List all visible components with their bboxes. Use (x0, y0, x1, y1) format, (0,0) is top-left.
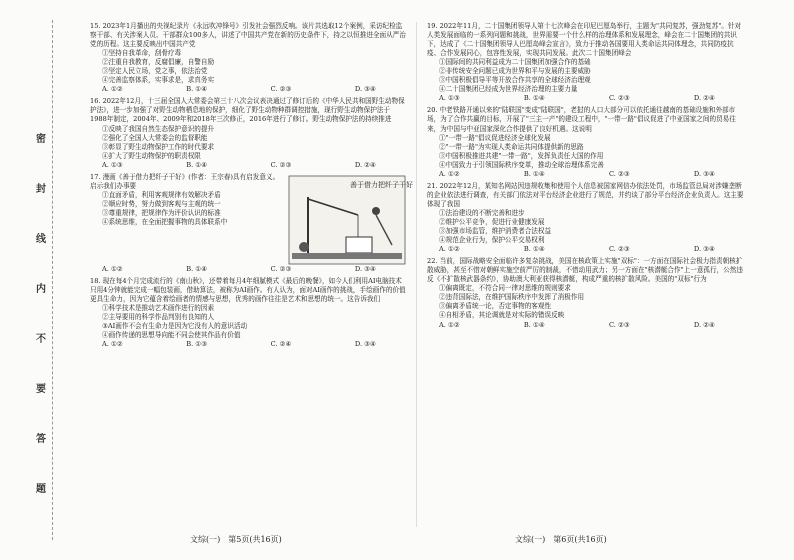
choice-b: B. ①④ (186, 85, 208, 94)
left-page-column (90, 22, 413, 352)
choice-d: D. ②④ (693, 320, 715, 329)
option: ④二十国集团已经成为世界经济治理的主要力量 (439, 85, 578, 94)
option: ④扩大了野生动物保护的职责权限 (102, 151, 201, 160)
choice-d: D. ③④ (354, 85, 376, 94)
seal-char: 题 (36, 484, 46, 495)
option: ①"一带一路"倡议促进经济全球化发展 (439, 133, 551, 142)
choice-b: B. ①④ (186, 264, 208, 273)
choice-b: B. ①③ (186, 340, 208, 349)
choice-d: D. ③④ (354, 340, 376, 349)
option: ③彰显了野生动物保护工作的时代要求 (102, 142, 215, 151)
choice-a: A. ①② (439, 245, 460, 254)
option: ①反映了我国自然生态保护意识的提升 (102, 124, 215, 133)
question-16 (90, 97, 406, 169)
choice-c: C. ②④ (270, 340, 292, 349)
right-page-column (427, 22, 745, 333)
option: ②违背国际法，在维护国际秩序中发挥了消极作用 (439, 293, 585, 302)
seal-char: 密 (36, 134, 46, 145)
choice-b: B. ①④ (523, 94, 545, 103)
choice-c: C. ②③ (608, 169, 630, 178)
choice-a: A. ①② (102, 264, 123, 273)
option: ①直面矛盾，利用客观规律有效解决矛盾 (102, 190, 221, 199)
choice-d: D. ③④ (693, 169, 715, 178)
choice-c: C. ②③ (608, 245, 630, 254)
option: ②非传统安全问题已成为世界和平与发展的主要威胁 (439, 67, 591, 76)
option: ②"一带一路"为实现人类命运共同体提供新的思路 (439, 142, 584, 151)
page-footer-right: 文综(一) 第6页(共16页) (515, 535, 607, 544)
option: ①科学技术是推动艺术画作进行的因素 (102, 303, 215, 312)
choice-d: D. ③④ (693, 245, 715, 254)
choice-b: B. ①④ (523, 169, 545, 178)
answer-choices (427, 321, 745, 330)
option: ④系统思维，在全面把握事物的具体联系中 (102, 217, 228, 226)
question-19 (427, 22, 745, 103)
option: ④规范企业行为，保护公平交易权利 (439, 236, 545, 245)
option: ④中国致力于引领国际秩序变革，推动全球治理体系完善 (439, 160, 604, 169)
choice-a: A. ①③ (439, 94, 460, 103)
choice-a: A. ①② (102, 340, 123, 349)
choice-d: D. ②④ (354, 160, 376, 169)
option: ③中国积极推进共建"一带一路"，发挥负责任大国的作用 (439, 151, 604, 160)
option: ③坚定人民立场，党之事，依法治党 (102, 67, 208, 76)
seal-char: 要 (36, 384, 46, 395)
option: ③尊重规律，把规律作为评价认识的标准 (102, 208, 221, 217)
option: ③偏离矛盾统一论，否定事物的客观性 (439, 302, 552, 311)
answer-choices (427, 94, 745, 103)
option: ③中国积极倡导平等开放合作共享的全球经济治理观 (439, 76, 591, 85)
choice-c: C. ②③ (608, 94, 630, 103)
seal-char: 内 (36, 284, 46, 295)
seal-char: 线 (36, 234, 46, 245)
question-21 (427, 182, 745, 254)
page-divider (416, 22, 417, 527)
option: ①法治建设的不断完善和进步 (439, 208, 525, 217)
option: ④画作传递的思想导向能不同会使其作品有价值 (102, 331, 241, 340)
choice-c: C. ②③ (270, 85, 292, 94)
choice-b: B. ①④ (186, 160, 208, 169)
choice-a: A. ①② (439, 169, 460, 178)
choice-d: D. ③④ (354, 264, 376, 273)
option: ②顺应时势，努力做到客观与主观的统一 (102, 199, 221, 208)
option: ④完善监察体系，实事求是，求真务实 (102, 76, 215, 85)
question-18 (90, 277, 406, 349)
answer-choices (90, 85, 406, 94)
question-stem: 22. 当前，国际战略安全面临许多复杂挑战，美国在核政策上实施"双标"：一方面在国际社会极力指责朝核扩散威胁，甚至不惜对朝鲜实施空前严厉的制裁，不惜动用武力；另一方面在"核潜艇合作"上一意孤行，公然违反《不扩散核武器条约》，协助澳大利亚获得核潜艇，构成严重的核扩散风险。美国的"双标"行为 (427, 257, 743, 284)
seal-char: 封 (36, 184, 46, 195)
choice-b: B. ①④ (523, 245, 545, 254)
option: ②主导要用的科学作品判别有良知的人 (102, 312, 215, 321)
choice-a: A. ①② (439, 320, 460, 329)
option: ②强化了全国人大常委会的监督职能 (102, 133, 208, 142)
answer-choices (90, 265, 406, 274)
seal-char: 答 (36, 434, 46, 445)
option: ①偏离既定，不符合同一律对思维的规则要求 (439, 284, 571, 293)
question-stem: 19. 2022年11月，二十国集团领导人第十七次峰会在印尼巴厘岛举行，主题为"共同复苏，强劲复苏"。针对人类发展面临的一系列问题和挑战，世界需要一个什么样的治理体系和发展理念，峰会在二十国集团的共识下，达成了《二十国集团领导人巴厘岛峰会宣言》，致力于推动各国要用人类命运共同体理念，共同防疫抗疫、合作发展同心，包容性发展，实现共同发展。此次二十国集团峰会 (427, 22, 742, 58)
question-22 (427, 257, 745, 329)
option: ④自相矛盾，其论调就是对实际的错误反映 (439, 311, 565, 320)
question-stem: 20. 中老铁路开通以来的"陆联国"变成"陆联国"，老挝的人口大部分可以依托通往越南的基础设施和外部市场，为了合作共赢的目标，开展了"三主一产"的建设工程中，"一带一路"倡议促进了中亚国家之间的贸易往来，为中国与中亚国家深化合作提供了良好机遇。这说明 (427, 106, 736, 133)
option: ③AI画作不会有生命力是因为它没有人的意识活动 (102, 322, 248, 331)
cartoon-caption: 善于借力把纤子干好 (350, 180, 413, 189)
question-stem: 21. 2022年12月，某知名网站因违规收集和使用个人信息被国家网信办依法处罚，市场监管总局对涉嫌垄断的企业依法进行调查，有关部门依法对平台经济企业进行了规范，并约谈了部分平台经济企业负责人。这主要体现了我国 (427, 181, 744, 208)
question-15 (90, 22, 406, 94)
seal-char: 不 (36, 334, 46, 345)
cartoon-illustration (288, 175, 413, 265)
choice-c: C. ②③ (270, 264, 292, 273)
question-17 (90, 172, 413, 274)
answer-choices (90, 161, 406, 170)
choice-d: D. ②④ (693, 94, 715, 103)
choice-c: C. ②③ (608, 320, 630, 329)
option: ②注重自我教育，反腐倡廉，自警自励 (102, 58, 215, 67)
option: ③加强市场监管，维护消费者合法权益 (439, 227, 552, 236)
question-stem: 17. 漫画《善于借力把纤子干好》(作者：王宗春)具有启发意义。启示我们办事要 (90, 172, 280, 190)
answer-choices (427, 245, 745, 254)
option: ①国际间的共同利益成为二十国集团加强合作的基础 (439, 58, 591, 67)
choice-b: B. ①④ (523, 320, 545, 329)
answer-choices (427, 170, 745, 179)
question-stem: 18. 现在每4个月完成流行的《南山秋》，还带着每月4年细腻模式《最后的晚餐》，如今人们利用AI电脑技术只用4分钟就能完成一幅包装画，借助算法，被称为AI画作。有人认为，面对AI画作的挑战，手绘画作的价值更具生命力，因为它蕴含着绘画者的情感与思想，优秀的画作往往是艺术和思想的统一。这告诉我们 (90, 276, 406, 303)
question-20 (427, 106, 745, 178)
answer-choices (90, 340, 406, 349)
page-footer-left: 文综(一) 第5页(共16页) (190, 535, 282, 544)
choice-a: A. ①③ (102, 160, 123, 169)
question-stem: 16. 2022年12月，十三届全国人大常委会第三十八次会议表决通过了修订后的《中华人民共和国野生动物保护法》，进一步加强了对野生动物栖息地的保护，细化了野生动物种群调控措施，现行野生动物保护法于1988年制定，2004年、2009年和2018年三次修正，2016年进行了修订。野生动物保护法的持续推进 (90, 97, 405, 124)
question-stem: 15. 2023年1月播出的央视纪录片《永远吹冲锋号》引发社会强烈反响。该片共选取12个案例，采访纪检监察干部、有关涉案人员、干部群众100多人，讲述了中国共产党在新的历史条件下，持之以恒推进全面从严治党的历程。这主要反映出中国共产党 (90, 22, 406, 49)
seal-line-margin (30, 20, 53, 540)
option: ①坚持自我革命，刮骨疗毒 (102, 49, 182, 58)
choice-a: A. ①② (102, 85, 123, 94)
choice-c: C. ②③ (270, 160, 292, 169)
option: ②维护公平竞争，促进行业健康发展 (439, 217, 545, 226)
